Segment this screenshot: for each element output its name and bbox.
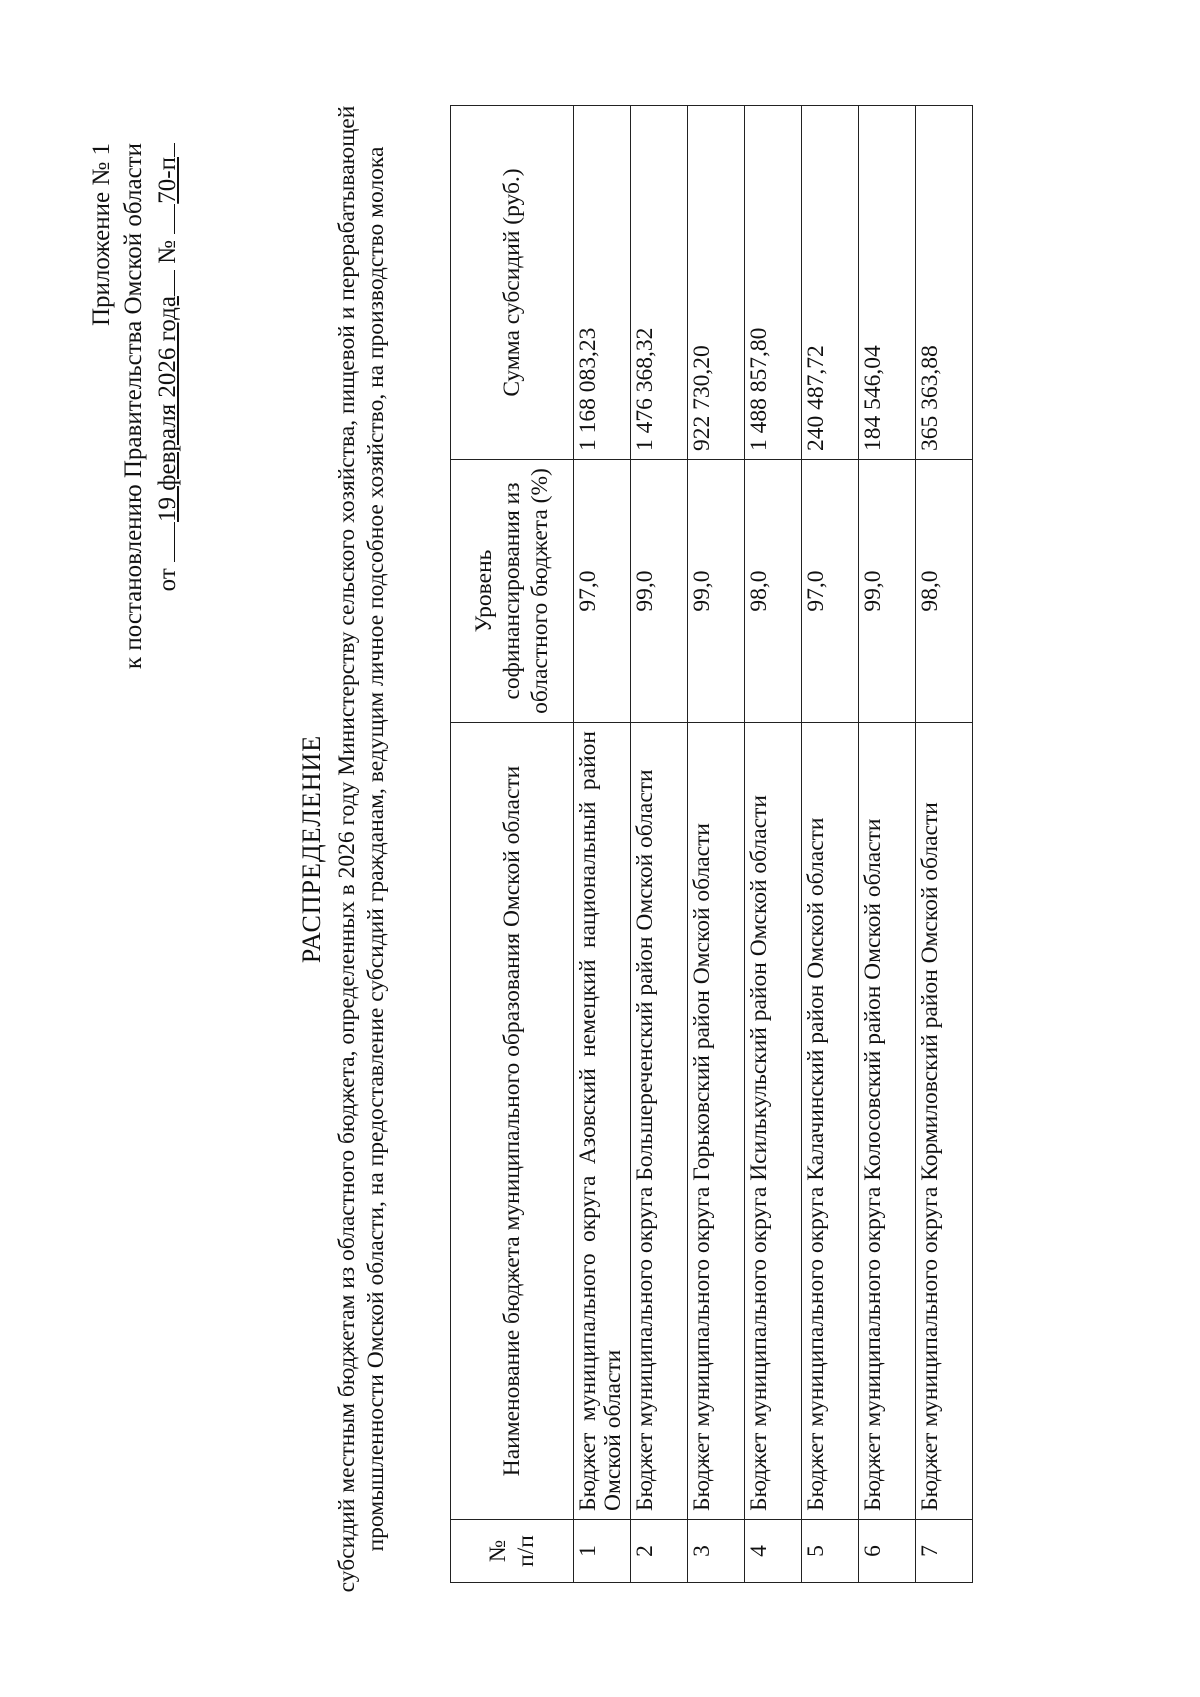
table-header-row bbox=[451, 106, 574, 1583]
row-subsidy-sum: 184 546,04 bbox=[859, 106, 916, 460]
table-row bbox=[631, 106, 688, 1583]
header-name: Наименование бюджета муниципального образования Омской области bbox=[451, 723, 574, 1520]
document-subtitle: субсидий местным бюджетам из областного бюджета, определенных в 2026 году Министерству сельского хозяйства, пищевой и перерабатывающей промышленности Омской области, на предоставление субсидий гражданам, ведущим личное подсобное хозяйство, на производство молока bbox=[334, 105, 389, 1593]
rotated-document-sheet bbox=[0, 29, 1200, 1669]
table-row bbox=[688, 106, 745, 1583]
row-num: 5 bbox=[802, 1520, 859, 1583]
table-row bbox=[745, 106, 802, 1583]
row-subsidy-sum: 365 363,88 bbox=[916, 106, 973, 460]
row-subsidy-sum: 1 476 368,32 bbox=[631, 106, 688, 460]
row-num: 3 bbox=[688, 1520, 745, 1583]
row-cofinancing-level: 98,0 bbox=[916, 460, 973, 723]
row-budget-name: Бюджет муниципального округа Исилькульский район Омской области bbox=[745, 723, 802, 1520]
subsidy-distribution-table bbox=[450, 105, 973, 1583]
appendix-block bbox=[86, 143, 184, 669]
row-num: 1 bbox=[574, 1520, 631, 1583]
row-cofinancing-level: 98,0 bbox=[745, 460, 802, 723]
table-row bbox=[916, 106, 973, 1583]
appendix-reference: к постановлению Правительства Омской области bbox=[120, 143, 147, 670]
table-row bbox=[574, 106, 631, 1583]
row-cofinancing-level: 99,0 bbox=[631, 460, 688, 723]
decree-date: 19 февраля 2026 года bbox=[154, 296, 181, 522]
document-title: РАСПРЕДЕЛЕНИЕ bbox=[297, 734, 326, 964]
number-underline-tail bbox=[150, 143, 175, 157]
row-subsidy-sum: 240 487,72 bbox=[802, 106, 859, 460]
row-budget-name: Бюджет муниципального округа Горьковский район Омской области bbox=[688, 723, 745, 1520]
row-cofinancing-level: 97,0 bbox=[802, 460, 859, 723]
row-subsidy-sum: 922 730,20 bbox=[688, 106, 745, 460]
table-row bbox=[859, 106, 916, 1583]
row-subsidy-sum: 1 168 083,23 bbox=[574, 106, 631, 460]
number-sign: № bbox=[154, 239, 181, 264]
decree-number: 70-п bbox=[154, 157, 181, 204]
row-budget-name: Бюджет муниципального округа Колосовский район Омской области bbox=[859, 723, 916, 1520]
row-num: 6 bbox=[859, 1520, 916, 1583]
row-cofinancing-level: 99,0 bbox=[688, 460, 745, 723]
header-num: № п/п bbox=[451, 1520, 574, 1583]
row-num: 4 bbox=[745, 1520, 802, 1583]
row-num: 7 bbox=[916, 1520, 973, 1583]
row-budget-name: Бюджет муниципального округа Калачинский район Омской области bbox=[802, 723, 859, 1520]
row-budget-name: Бюджет муниципального округа Кормиловский район Омской области bbox=[916, 723, 973, 1520]
appendix-date-line bbox=[150, 143, 184, 669]
from-prefix: от bbox=[154, 568, 181, 592]
header-sum: Сумма субсидий (руб.) bbox=[451, 106, 574, 460]
date-underline-lead bbox=[150, 522, 175, 562]
row-budget-name: Бюджет муниципального округа Азовский немецкий национальный район Омской области bbox=[574, 723, 631, 1520]
row-num: 2 bbox=[631, 1520, 688, 1583]
number-underline-lead bbox=[150, 204, 175, 234]
row-subsidy-sum: 1 488 857,80 bbox=[745, 106, 802, 460]
row-budget-name: Бюджет муниципального округа Большереченский район Омской области bbox=[631, 723, 688, 1520]
table-row bbox=[802, 106, 859, 1583]
header-level: Уровень софинансирования из областного бюджета (%) bbox=[451, 460, 574, 723]
row-cofinancing-level: 97,0 bbox=[574, 460, 631, 723]
appendix-title: Приложение № 1 bbox=[88, 143, 115, 327]
row-cofinancing-level: 99,0 bbox=[859, 460, 916, 723]
date-underline-tail bbox=[150, 270, 175, 296]
